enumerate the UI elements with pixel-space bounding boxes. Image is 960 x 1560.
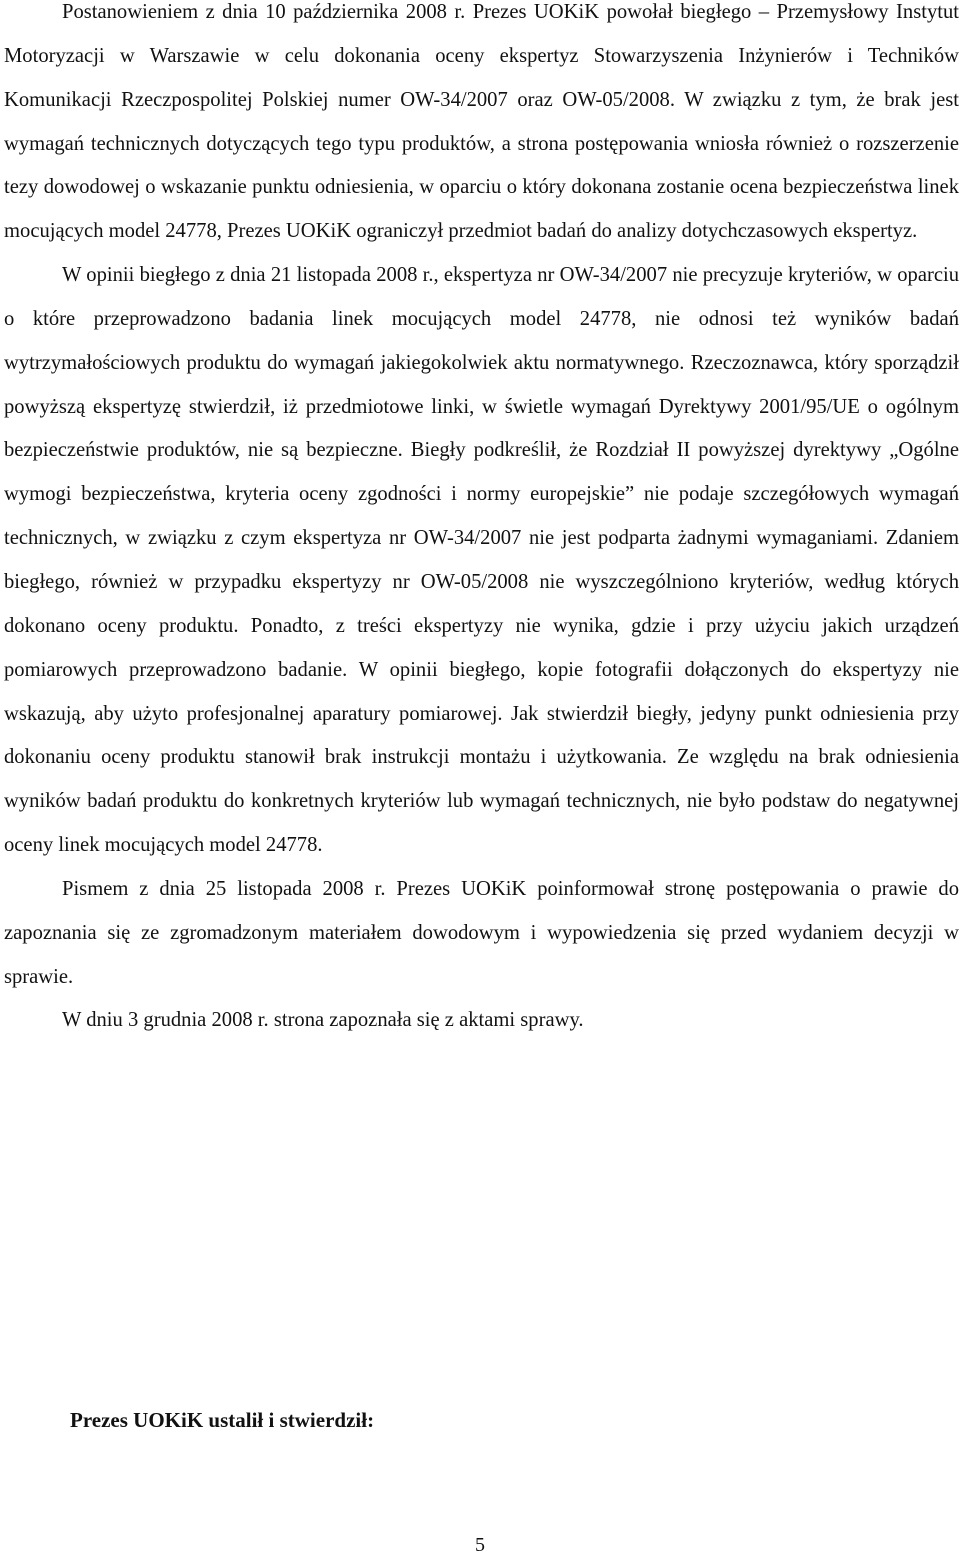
document-body [4,0,959,1043]
paragraph-expert-opinion: W opinii biegłego z dnia 21 listopada 2008 r., ekspertyza nr OW-34/2007 nie precyzuje kryteriów, w oparciu o które przeprowadzono badania linek mocujących model 24778, nie odnosi też wyników badań wytrzymałościowych produktu do wymagań jakiegokolwiek aktu normatywnego. Rzeczoznawca, który sporządził powyższą ekspertyzę stwierdził, iż przedmiotowe linki, w świetle wymagań Dyrektywy 2001/95/UE o ogólnym bezpieczeństwie produktów, nie są bezpieczne. Biegły podkreślił, że Rozdział II powyższej dyrektywy „Ogólne wymogi bezpieczeństwa, kryteria oceny zgodności i normy europejskie” nie podaje szczegółowych wymagań technicznych, w związku z czym ekspertyza nr OW-34/2007 nie jest podparta żadnymi wymaganiami. Zdaniem biegłego, również w przypadku ekspertyzy nr OW-05/2008 nie wyszczególniono kryteriów, według których dokonano oceny produktu. Ponadto, z treści ekspertyzy nie wynika, gdzie i przy użyciu jakich urządzeń pomiarowych przeprowadzono badanie. W opinii biegłego, kopie fotografii dołączonych do ekspertyzy nie wskazują, aby użyto profesjonalnej aparatury pomiarowej. Jak stwierdził biegły, jedyny punkt odniesienia przy dokonaniu oceny produktu stanowił brak instrukcji montażu i użytkowania. Ze względu na brak odniesienia wyników badań produktu do konkretnych kryteriów lub wymagań technicznych, nie było podstaw do negatywnej oceny linek mocujących model 24778. [4,264,959,857]
section-heading: Prezes UOKiK ustalił i stwierdził: [70,1408,375,1432]
paragraph-notification-letter: Pismem z dnia 25 listopada 2008 r. Prezes UOKiK poinformował stronę postępowania o prawie do zapoznania się ze zgromadzonym materiałem dowodowym i wypowiedzenia się przed wydaniem decyzji w sprawie. [4,877,959,988]
paragraph-file-review: W dniu 3 grudnia 2008 r. strona zapoznała się z aktami sprawy. [62,1009,584,1032]
paragraph-expert-appointment: Postanowieniem z dnia 10 października 2008 r. Prezes UOKiK powołał biegłego – Przemysłowy Instytut Motoryzacji w Warszawie w celu dokonania oceny ekspertyz Stowarzyszenia Inżynierów i Techników Komunikacji Rzeczpospolitej Polskiej numer OW-34/2007 oraz OW-05/2008. W związku z tym, że brak jest wymagań technicznych dotyczących tego typu produktów, a strona postępowania wniosła również o rozszerzenie tezy dowodowej o wskazanie punktu odniesienia, w oparciu o który dokonana zostanie ocena bezpieczeństwa linek mocujących model 24778, Prezes UOKiK ograniczył przedmiot badań do analizy dotychczasowych ekspertyz. [4,1,959,243]
page-number: 5 [475,1534,485,1556]
